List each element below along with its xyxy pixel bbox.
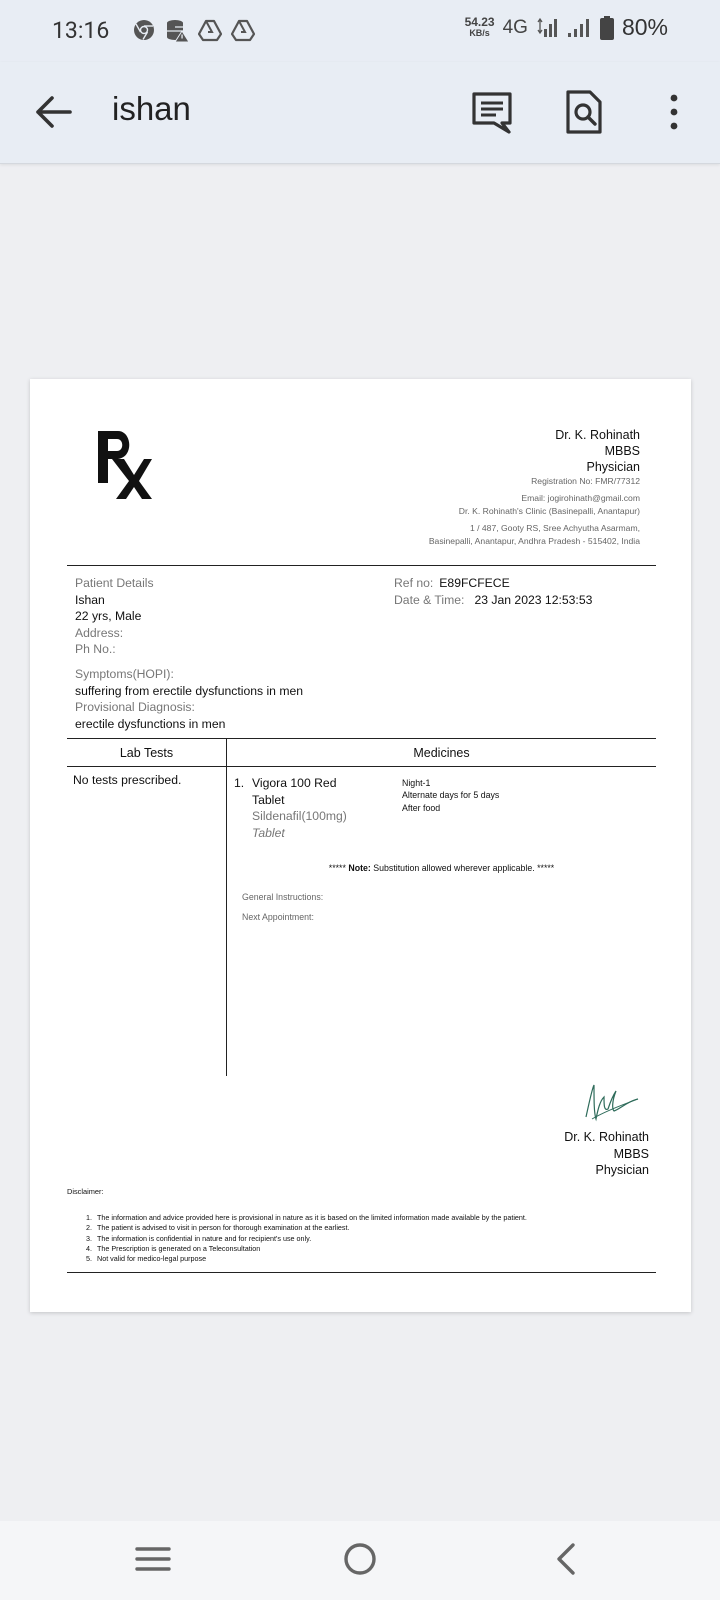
disclaimer-list: [86, 1213, 527, 1264]
dose-frequency: Alternate days for 5 days: [402, 790, 500, 801]
clinic-name: Dr. K. Rohinath's Clinic (Basinepalli, Anantapur): [458, 506, 640, 516]
date-label: Date & Time:: [394, 592, 465, 607]
lab-tests-value: No tests prescribed.: [73, 773, 182, 787]
list-item: 4. The Prescription is generated on a Teleconsultation: [86, 1243, 261, 1253]
find-in-document-icon[interactable]: [562, 90, 606, 134]
medicine-form: Tablet: [252, 825, 285, 840]
diagnosis-label: Provisional Diagnosis:: [75, 700, 195, 714]
note-suffix: *****: [537, 863, 555, 873]
medicine-generic: Sildenafil(100mg): [252, 809, 347, 823]
medicine-name-line1: Vigora 100 Red: [252, 776, 337, 790]
drive-icon: [198, 18, 222, 42]
signature-role: Physician: [595, 1163, 649, 1177]
status-time: 13:16: [52, 17, 110, 44]
speed-unit: KB/s: [469, 27, 490, 38]
clinical-info: [75, 666, 303, 732]
medicines-header: Medicines: [413, 746, 470, 760]
signal-icon: [566, 17, 592, 39]
table-top-divider: [67, 738, 656, 739]
prescription-page[interactable]: [30, 379, 691, 1312]
note-label: Note:: [348, 863, 371, 873]
footer-divider: [67, 1272, 656, 1273]
status-bar: [0, 0, 720, 62]
registration-number: Registration No: FMR/77312: [531, 476, 640, 486]
rx-logo-icon: [94, 427, 154, 499]
signature-name: Dr. K. Rohinath: [564, 1130, 649, 1144]
reference-info: [394, 575, 592, 608]
header-divider: [67, 565, 656, 566]
diagnosis-value: erectile dysfunctions in men: [75, 716, 226, 731]
table-column-divider: [226, 738, 227, 1076]
patient-phone-label: Ph No.:: [75, 642, 116, 656]
patient-details: [75, 575, 154, 658]
dose-timing: Night-1: [402, 778, 431, 788]
chrome-icon: [132, 18, 156, 42]
home-icon[interactable]: [340, 1539, 380, 1579]
patient-details-label: Patient Details: [75, 576, 154, 590]
general-instructions-label: General Instructions:: [242, 892, 324, 902]
doctor-header: [429, 427, 640, 548]
patient-address-label: Address:: [75, 625, 124, 640]
signature-icon: [582, 1079, 640, 1125]
clinic-address-line2: Basinepalli, Anantapur, Andhra Pradesh - 515402, India: [428, 536, 640, 546]
disclaimer-label: Disclaimer:: [67, 1187, 104, 1196]
network-type: 4G: [502, 16, 528, 38]
notification-icons: [132, 18, 255, 42]
ref-value: E89FCFECE: [439, 576, 510, 590]
medicine-name-line2: Tablet: [252, 792, 285, 807]
list-item: 2. The patient is advised to visit in person for thorough examination at the earliest.: [86, 1223, 350, 1233]
signature-block: [564, 1129, 649, 1179]
list-item: 5. Not valid for medico-legal purpose: [86, 1254, 207, 1264]
storage-warning-icon: [165, 18, 189, 42]
list-item: 3. The information is confidential in nature and for recipient's use only.: [86, 1233, 312, 1243]
doctor-email: Email: jogirohinath@gmail.com: [521, 493, 640, 503]
drive-icon: [231, 18, 255, 42]
more-options-icon[interactable]: [652, 90, 696, 134]
medicine-number: 1.: [234, 776, 245, 790]
table-header-divider: [67, 766, 656, 767]
speed-value: 54.23: [464, 14, 495, 29]
comment-icon[interactable]: [470, 90, 514, 134]
ref-label: Ref no:: [394, 576, 434, 590]
clinic-address-line1: 1 / 487, Gooty RS, Sree Achyutha Asarmam,: [469, 523, 640, 533]
app-toolbar: [0, 62, 720, 164]
note-text: Substitution allowed wherever applicable.: [373, 863, 535, 873]
substitution-note: [227, 863, 656, 873]
dose-food: After food: [402, 802, 441, 813]
back-arrow-icon[interactable]: [32, 90, 76, 134]
document-title: ishan: [112, 90, 191, 127]
date-value: 23 Jan 2023 12:53:53: [474, 592, 593, 607]
patient-age-sex: 22 yrs, Male: [75, 609, 142, 623]
doctor-name: Dr. K. Rohinath: [555, 428, 640, 442]
battery-level: 80%: [621, 14, 668, 40]
back-nav-icon[interactable]: [547, 1539, 587, 1579]
doctor-degree: MBBS: [604, 444, 640, 458]
list-item: 1. The information and advice provided here is provisional in nature as it is based on the limited information made available by the patient.: [86, 1213, 527, 1222]
note-prefix: *****: [328, 863, 346, 873]
signal-data-icon: [536, 17, 558, 39]
medicine-dosage: [402, 777, 499, 814]
symptoms-value: suffering from erectile dysfunctions in men: [75, 683, 304, 698]
signature-degree: MBBS: [613, 1146, 649, 1161]
next-appointment-label: Next Appointment:: [242, 912, 314, 922]
recent-apps-icon[interactable]: [133, 1539, 173, 1579]
network-speed: [464, 14, 495, 39]
status-right: [465, 14, 668, 41]
system-nav-bar: [0, 1521, 720, 1600]
patient-name: Ishan: [75, 592, 105, 607]
symptoms-label: Symptoms(HOPI):: [75, 667, 174, 681]
doctor-role: Physician: [586, 460, 640, 474]
battery-icon: [600, 16, 614, 40]
lab-tests-header: Lab Tests: [119, 746, 174, 760]
